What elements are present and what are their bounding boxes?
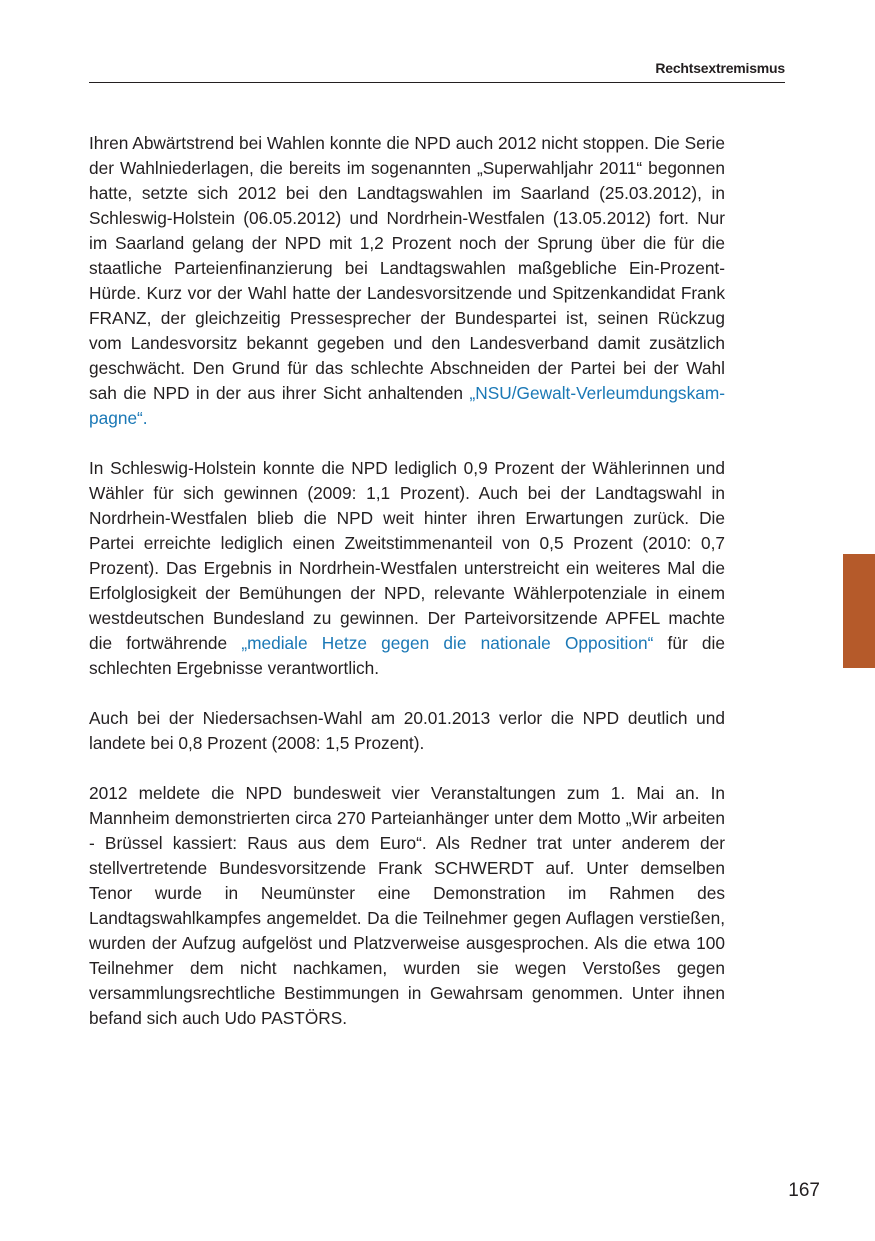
paragraph-2 xyxy=(89,456,725,681)
body-text xyxy=(89,131,725,1056)
chapter-tab-marker xyxy=(843,554,875,668)
running-title: Rechtsextremismus xyxy=(655,60,785,76)
header-rule xyxy=(89,82,785,83)
page-number: 167 xyxy=(788,1180,820,1201)
paragraph-1 xyxy=(89,131,725,431)
paragraph-2-text: In Schleswig-Holstein konnte die NPD lediglich 0,9 Prozent der Wählerinnen und Wähler für sich gewinnen (2009: 1,1 Prozent). Auch bei der Landtagswahl in Nordrhein-Westfalen blieb die NPD weit hinter ihren Erwartungen zurück. Die Partei erreichte lediglich einen Zweitstimmenanteil von 0,5 Prozent (2010: 0,7 Prozent). Das Ergebnis in Nordrhein-Westfalen unterstreicht ein weiteres Mal die Erfolglosigkeit der Bemühungen der NPD, relevante Wählerpotenziale in einem westdeutschen Bundesland zu gewinnen. Der Parteivorsitzende APFEL machte die fortwährende xyxy=(89,458,725,653)
paragraph-4: 2012 meldete die NPD bundesweit vier Veranstaltungen zum 1. Mai an. In Mannheim demonstrierten circa 270 Parteianhänger unter dem Motto „Wir arbeiten - Brüssel kassiert: Raus aus dem Euro“. Als Redner trat unter anderem der stellvertretende Bundesvorsitzende Frank SCHWERDT auf. Unter demselben Tenor wurde in Neumünster eine Demonstration im Rahmen des Landtagswahlkampfes angemeldet. Da die Teilnehmer gegen Auflagen verstießen, wurden der Aufzug aufgelöst und Platzverweise ausgesprochen. Als die etwa 100 Teilnehmer dem nicht nachkamen, wurden sie wegen Verstoßes gegen versammlungsrechtliche Bestimmungen in Gewahrsam genommen. Unter ihnen befand sich auch Udo PASTÖRS. xyxy=(89,783,725,1028)
quote-link-mediale-hetze[interactable]: „mediale Hetze gegen die nationale Opposition“ xyxy=(241,633,654,653)
paragraph-2-tail: für die schlechten Ergebnisse verantwortlich. xyxy=(89,633,725,678)
quote-link-nsu[interactable]: „NSU/Gewalt-Verleumdungskampagne“. xyxy=(89,383,725,428)
paragraph-3: Auch bei der Niedersachsen-Wahl am 20.01.2013 verlor die NPD deutlich und landete bei 0,8 Prozent (2008: 1,5 Prozent). xyxy=(89,708,725,753)
paragraph-1-text: Ihren Abwärtstrend bei Wahlen konnte die NPD auch 2012 nicht stoppen. Die Serie der Wahlniederlagen, die bereits im sogenannten „Superwahljahr 2011“ begonnen hatte, setzte sich 2012 bei den Landtagswahlen im Saarland (25.03.2012), in Schleswig-Holstein (06.05.2012) und Nordrhein-Westfalen (13.05.2012) fort. Nur im Saarland gelang der NPD mit 1,2 Prozent noch der Sprung über die für die staatliche Parteienfinanzierung bei Landtagswahlen maßgebliche Ein-Prozent-Hürde. Kurz vor der Wahl hatte der Landesvorsitzende und Spitzenkandidat Frank FRANZ, der gleichzeitig Pressesprecher der Bundespartei ist, seinen Rückzug vom Landesvorsitz bekannt gegeben und den Landesverband damit zusätzlich geschwächt. Den Grund für das schlechte Abschneiden der Partei bei der Wahl sah die NPD in der aus ihrer Sicht anhaltenden xyxy=(89,133,725,403)
